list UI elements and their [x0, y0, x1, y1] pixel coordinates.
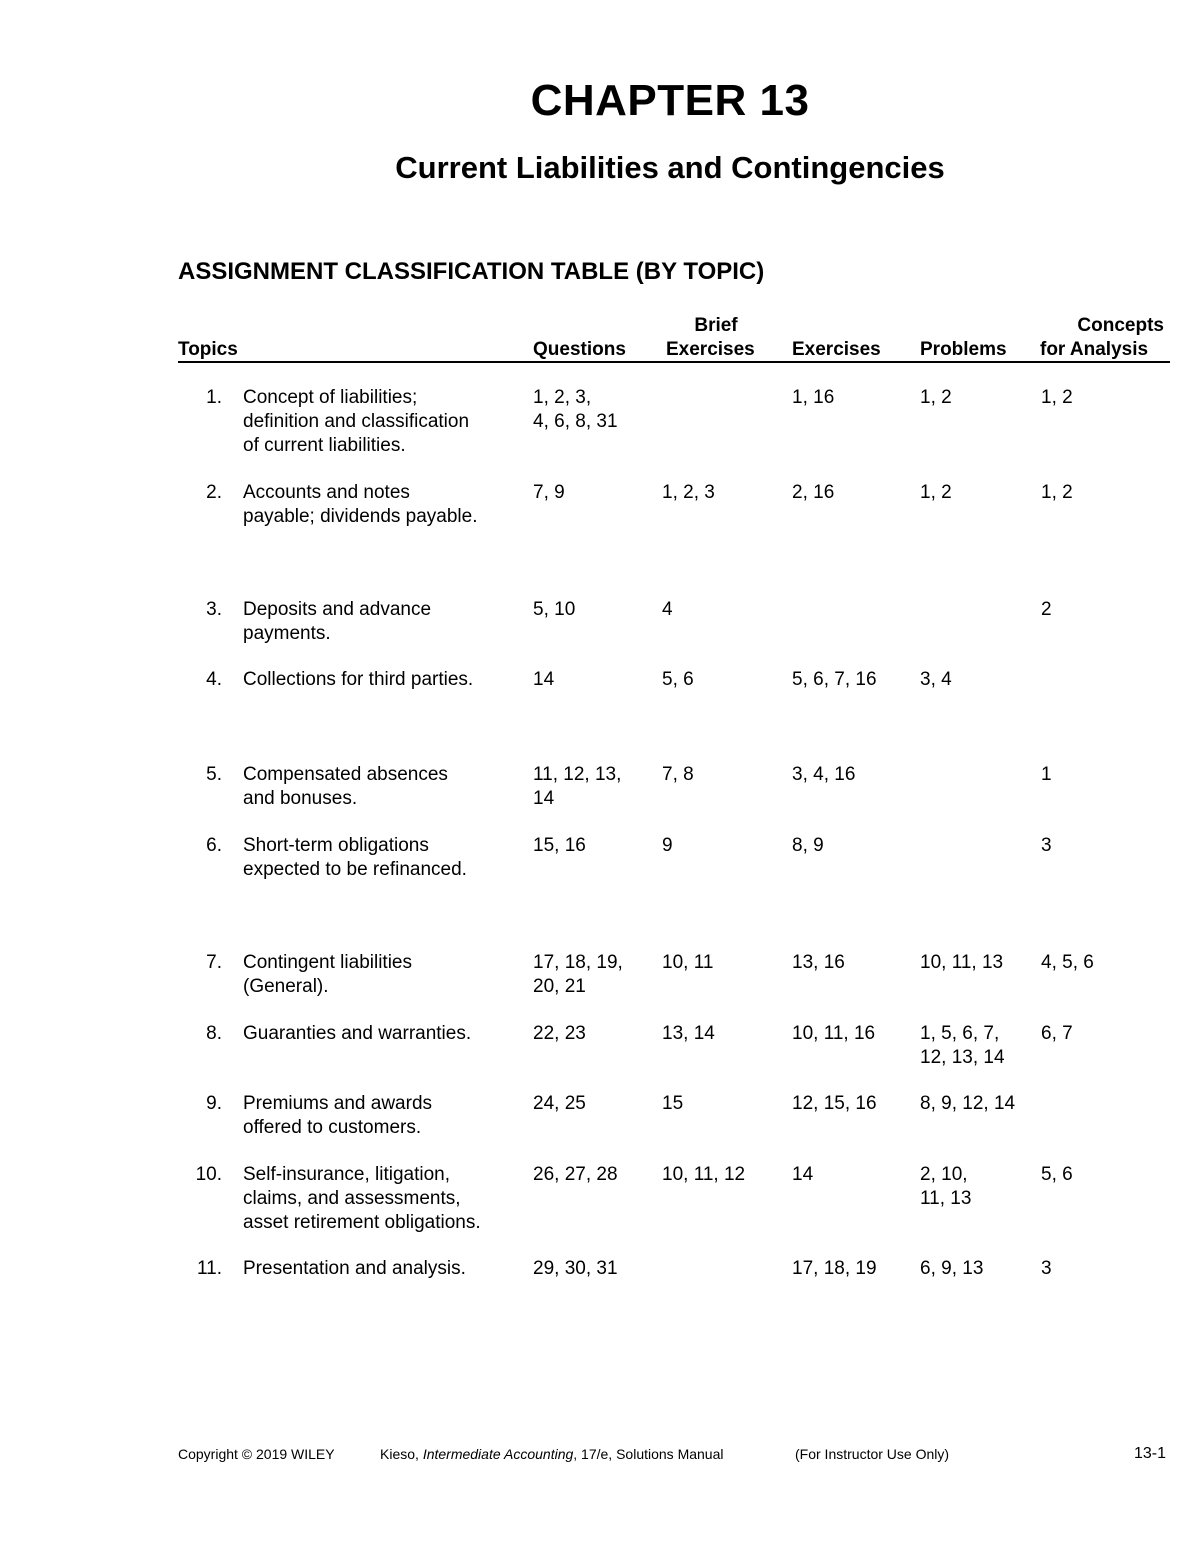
row-problems: 1, 2 — [920, 387, 952, 408]
row-problems: 3, 4 — [920, 669, 952, 690]
row-exercises: 8, 9 — [792, 835, 824, 856]
chapter-subtitle: Current Liabilities and Contingencies — [395, 150, 945, 185]
row-brief-exercises: 5, 6 — [662, 669, 694, 690]
row-concepts: 4, 5, 6 — [1041, 952, 1094, 973]
row-exercises: 3, 4, 16 — [792, 764, 856, 785]
row-concepts: 5, 6 — [1041, 1164, 1073, 1185]
footer-edition: , 17/e, Solutions Manual — [573, 1446, 724, 1462]
row-number: 2. — [206, 482, 222, 503]
row-topic: Collections for third parties. — [243, 669, 474, 690]
row-questions: 11, 12, 13, 14 — [533, 764, 622, 809]
row-exercises: 10, 11, 16 — [792, 1023, 876, 1044]
row-questions: 17, 18, 19, 20, 21 — [533, 952, 623, 997]
row-brief-exercises: 10, 11, 12 — [662, 1164, 746, 1185]
row-questions: 1, 2, 3, 4, 6, 8, 31 — [533, 387, 618, 432]
row-number: 10. — [195, 1164, 222, 1185]
header-brief-exercises-line1: Brief — [694, 315, 738, 336]
row-brief-exercises: 10, 11 — [662, 952, 714, 973]
row-problems: 1, 2 — [920, 482, 952, 503]
row-number: 3. — [206, 599, 222, 620]
row-exercises: 14 — [792, 1164, 814, 1185]
row-brief-exercises: 1, 2, 3 — [662, 482, 715, 503]
row-number: 7. — [206, 952, 222, 973]
row-topic: Contingent liabilities (General). — [243, 952, 412, 997]
row-exercises: 5, 6, 7, 16 — [792, 669, 877, 690]
row-questions: 26, 27, 28 — [533, 1164, 618, 1185]
row-concepts: 3 — [1041, 835, 1052, 856]
row-problems: 8, 9, 12, 14 — [920, 1093, 1016, 1114]
row-number: 6. — [206, 835, 222, 856]
row-questions: 5, 10 — [533, 599, 576, 620]
row-exercises: 12, 15, 16 — [792, 1093, 877, 1114]
row-concepts: 1, 2 — [1041, 387, 1073, 408]
row-questions: 24, 25 — [533, 1093, 586, 1114]
row-brief-exercises: 13, 14 — [662, 1023, 715, 1044]
row-number: 1. — [206, 387, 222, 408]
row-concepts: 2 — [1041, 599, 1052, 620]
row-number: 8. — [206, 1023, 222, 1044]
row-problems: 1, 5, 6, 7, 12, 13, 14 — [920, 1023, 1005, 1068]
row-topic: Deposits and advance payments. — [243, 599, 432, 644]
footer-author: Kieso, — [380, 1446, 423, 1462]
row-topic: Guaranties and warranties. — [243, 1023, 472, 1044]
row-exercises: 13, 16 — [792, 952, 845, 973]
row-exercises: 1, 16 — [792, 387, 835, 408]
row-questions: 22, 23 — [533, 1023, 586, 1044]
header-brief-exercises-line2: Exercises — [666, 339, 755, 360]
footer-usage-note: (For Instructor Use Only) — [795, 1446, 950, 1462]
row-number: 9. — [206, 1093, 222, 1114]
section-heading: ASSIGNMENT CLASSIFICATION TABLE (BY TOPIC) — [178, 258, 765, 285]
row-brief-exercises: 9 — [662, 835, 673, 856]
row-number: 11. — [196, 1258, 222, 1279]
footer-book-reference — [380, 1446, 724, 1462]
footer-copyright: Copyright © 2019 WILEY — [178, 1446, 335, 1462]
header-questions: Questions — [533, 339, 626, 360]
chapter-title: CHAPTER 13 — [530, 76, 810, 125]
row-topic: Premiums and awards offered to customers. — [243, 1093, 433, 1138]
header-concepts-line1: Concepts — [1077, 315, 1164, 336]
row-questions: 29, 30, 31 — [533, 1258, 618, 1279]
row-problems: 2, 10, 11, 13 — [920, 1164, 972, 1209]
row-concepts: 3 — [1041, 1258, 1052, 1279]
row-brief-exercises: 7, 8 — [662, 764, 694, 785]
header-problems: Problems — [920, 339, 1007, 360]
row-questions: 14 — [533, 669, 555, 690]
row-topic: Self-insurance, litigation, claims, and assessments, asset retirement obligations. — [243, 1164, 481, 1233]
header-concepts-line2: for Analysis — [1040, 339, 1149, 360]
row-exercises: 2, 16 — [792, 482, 835, 503]
row-topic: Compensated absences and bonuses. — [243, 764, 448, 809]
row-questions: 7, 9 — [533, 482, 565, 503]
row-topic: Short-term obligations expected to be refinanced. — [243, 835, 467, 880]
header-rule — [178, 361, 1170, 363]
row-problems: 10, 11, 13 — [920, 952, 1004, 973]
row-number: 5. — [206, 764, 222, 785]
row-topic: Presentation and analysis. — [243, 1258, 466, 1279]
row-concepts: 1, 2 — [1041, 482, 1073, 503]
row-brief-exercises: 15 — [662, 1093, 684, 1114]
row-topic: Concept of liabilities; definition and classification of current liabilities. — [243, 387, 470, 456]
header-exercises: Exercises — [792, 339, 881, 360]
row-topic: Accounts and notes payable; dividends payable. — [243, 482, 478, 527]
row-number: 4. — [206, 669, 222, 690]
footer-book-title: Intermediate Accounting — [422, 1446, 574, 1462]
row-problems: 6, 9, 13 — [920, 1258, 984, 1279]
row-questions: 15, 16 — [533, 835, 586, 856]
row-concepts: 6, 7 — [1041, 1023, 1073, 1044]
row-concepts: 1 — [1041, 764, 1052, 785]
footer-page-number: 13-1 — [1133, 1445, 1166, 1462]
row-brief-exercises: 4 — [662, 599, 673, 620]
row-exercises: 17, 18, 19 — [792, 1258, 877, 1279]
header-topics: Topics — [178, 339, 238, 360]
